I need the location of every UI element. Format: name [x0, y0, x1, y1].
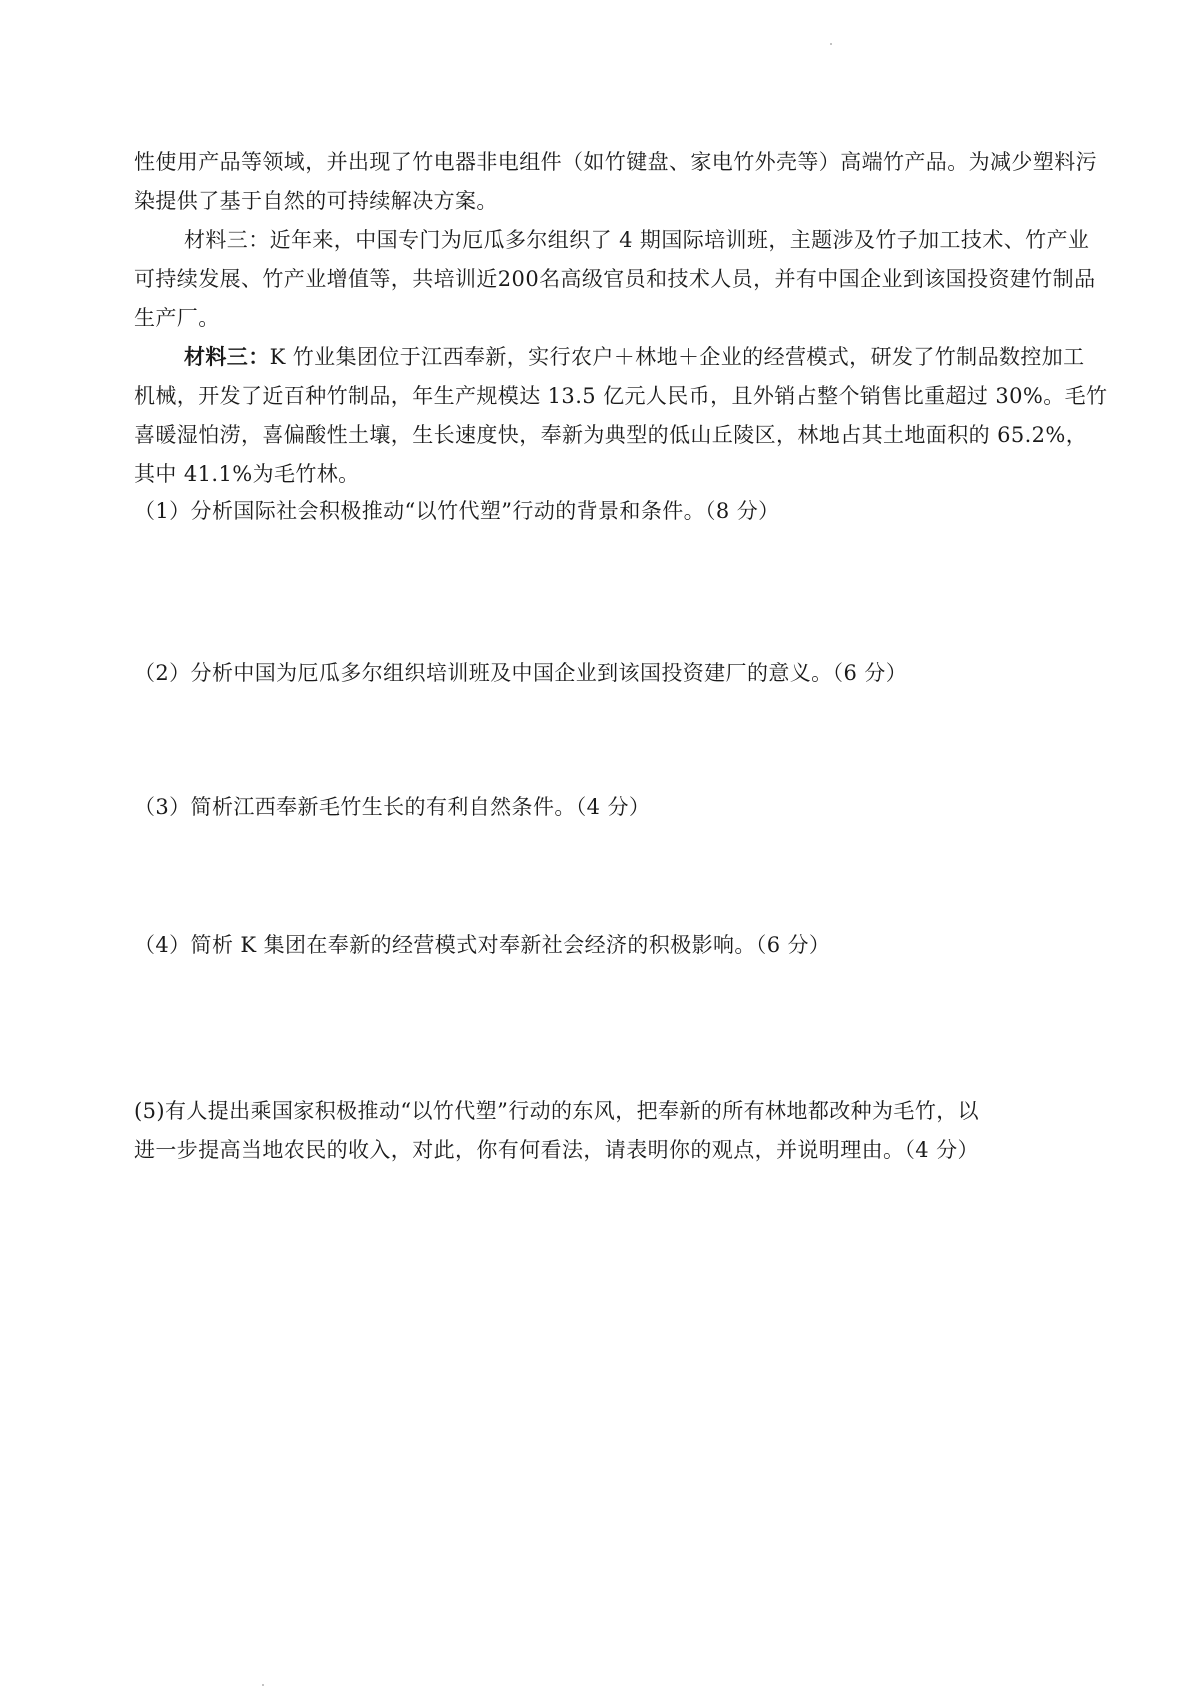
question-2: （2）分析中国为厄瓜多尔组织培训班及中国企业到该国投资建厂的意义。（6 分） [134, 661, 908, 685]
question-3: （3）简析江西奉新毛竹生长的有利自然条件。（4 分） [134, 795, 651, 819]
material2-line1-text: 近年来，中国专门为厄瓜多尔组织了 4 期国际培训班，主题涉及竹子加工技术、竹产业 [269, 228, 1090, 252]
scan-speck-bottom [262, 1684, 264, 1686]
material2-line1 [184, 225, 1089, 255]
material2-line2: 可持续发展、竹产业增值等，共培训近200名高级官员和技术人员，并有中国企业到该国投资建竹制品 [134, 267, 1096, 291]
question-5-line2: 进一步提高当地农民的收入，对此，你有何看法，请表明你的观点，并说明理由。（4 分） [134, 1138, 979, 1162]
material2-line3: 生产厂。 [134, 306, 220, 330]
question-5-line1: (5)有人提出乘国家积极推动“以竹代塑”行动的东风，把奉新的所有林地都改种为毛竹，以 [134, 1099, 980, 1123]
material3-label: 材料三： [184, 344, 270, 369]
material2-label: 材料三： [184, 228, 270, 252]
paragraph1-line1: 性使用产品等领域，并出现了竹电器非电组件（如竹键盘、家电竹外壳等）高端竹产品。为减少塑料污 [134, 150, 1097, 174]
material3-line1 [184, 342, 1085, 372]
question-1: （1）分析国际社会积极推动“以竹代塑”行动的背景和条件。（8 分） [134, 499, 780, 523]
material3-line3: 喜暖湿怕涝，喜偏酸性土壤，生长速度快，奉新为典型的低山丘陵区，林地占其土地面积的 65.2%， [134, 423, 1088, 447]
scan-speck-top [830, 43, 832, 45]
material3-line1-text: K 竹业集团位于江西奉新，实行农户＋林地＋企业的经营模式，研发了竹制品数控加工 [269, 345, 1085, 369]
material3-line2: 机械，开发了近百种竹制品，年生产规模达 13.5 亿元人民币，且外销占整个销售比重超过 30%。毛竹 [134, 384, 1108, 408]
paragraph1-line2: 染提供了基于自然的可持续解决方案。 [134, 189, 498, 213]
material3-line4: 其中 41.1%为毛竹林。 [134, 462, 360, 486]
question-4: （4）简析 K 集团在奉新的经营模式对奉新社会经济的积极影响。（6 分） [134, 933, 831, 957]
